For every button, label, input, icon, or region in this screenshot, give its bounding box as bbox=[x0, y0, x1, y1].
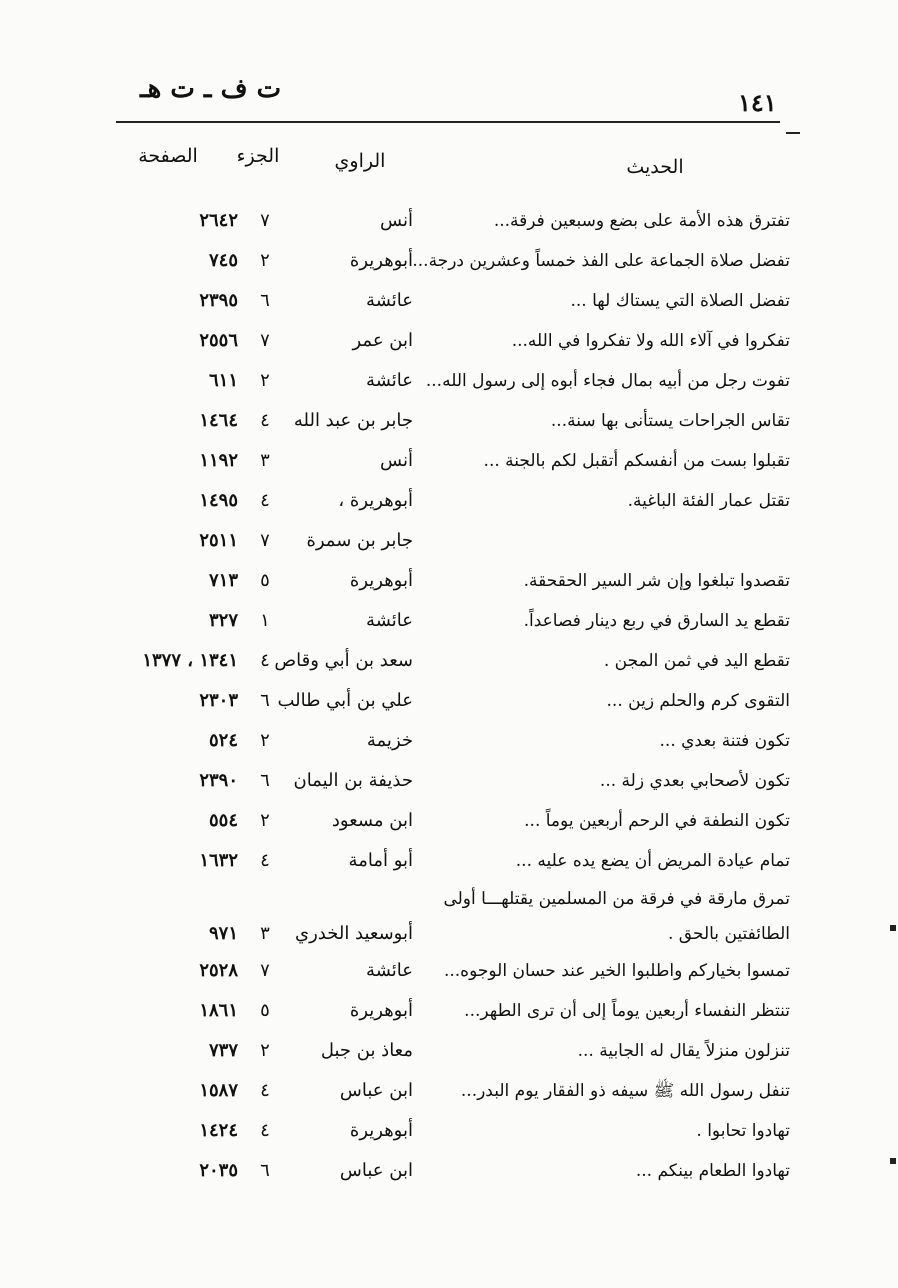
table-row bbox=[0, 683, 898, 719]
margin-mark bbox=[890, 1158, 896, 1164]
volume-number: ٦ bbox=[260, 1160, 270, 1181]
hadith-text: تقطع اليد في ثمن المجن . bbox=[603, 651, 790, 671]
hadith-text: تكون لأصحابي بعدي زلة ... bbox=[599, 771, 790, 791]
table-row bbox=[0, 443, 898, 479]
volume-number: ٤ bbox=[260, 410, 270, 431]
table-row bbox=[0, 1153, 898, 1189]
hadith-text: تقطع يد السارق في ربع دينار فصاعداً. bbox=[523, 611, 790, 631]
table-row bbox=[0, 603, 898, 639]
running-head: ت ف ـ ت هـ bbox=[140, 74, 282, 104]
narrator-name: أبوهريرة bbox=[349, 1000, 413, 1021]
narrator-name bbox=[283, 881, 413, 917]
table-row bbox=[0, 723, 898, 759]
hadith-text: تقصدوا تبلغوا وإن شر السير الحقحقة. bbox=[523, 571, 790, 591]
narrator-name: أبوهريرة bbox=[349, 250, 413, 271]
hadith-text: تقتل عمار الفئة الباغية. bbox=[627, 491, 790, 511]
narrator-name: أبوهريرة ، bbox=[338, 490, 413, 511]
volume-number: ٧ bbox=[260, 960, 270, 981]
narrator-name: ابن عباس bbox=[339, 1080, 413, 1101]
hadith-text: تقبلوا بست من أنفسكم أتقبل لكم بالجنة ... bbox=[483, 451, 790, 471]
volume-number: ٣ bbox=[260, 923, 270, 944]
hadith-text: تنزلون منزلاً يقال له الجابية ... bbox=[577, 1041, 790, 1061]
page-reference: ١٣٤١ ، ١٣٧٧ bbox=[142, 650, 238, 671]
page-number: ١٤١ bbox=[738, 88, 777, 117]
table-row bbox=[0, 993, 898, 1029]
hadith-text: التقوى كرم والحلم زين ... bbox=[606, 691, 790, 711]
column-header-page: الصفحة bbox=[138, 145, 198, 167]
page-reference: ١٤٩٥ bbox=[199, 490, 238, 511]
narrator-name: ابن مسعود bbox=[331, 810, 413, 831]
table-row bbox=[0, 1113, 898, 1149]
page-reference: ٢٥٥٦ bbox=[199, 330, 238, 351]
table-row bbox=[0, 483, 898, 519]
volume-number: ٧ bbox=[260, 210, 270, 231]
narrator-name: خزيمة bbox=[366, 730, 413, 751]
narrator-name: أنس bbox=[380, 210, 413, 231]
volume-number bbox=[240, 881, 290, 917]
volume-number: ٢ bbox=[260, 730, 270, 751]
hadith-text: تمام عيادة المريض أن يضع يده عليه ... bbox=[515, 851, 790, 871]
page-reference: ٢٥٢٨ bbox=[199, 960, 238, 981]
narrator-name: عائشة bbox=[366, 960, 413, 981]
volume-number: ٢ bbox=[260, 810, 270, 831]
narrator-name: حذيفة بن اليمان bbox=[293, 770, 413, 791]
narrator-name: أنس bbox=[380, 450, 413, 471]
page-reference: ١٤٢٤ bbox=[199, 1120, 238, 1141]
page-reference: ١١٩٢ bbox=[199, 450, 238, 471]
table-row bbox=[0, 203, 898, 239]
table-row bbox=[0, 843, 898, 879]
narrator-name: معاذ بن جبل bbox=[320, 1040, 413, 1061]
narrator-name: أبوهريرة bbox=[349, 1120, 413, 1141]
page-reference: ٢٠٣٥ bbox=[199, 1160, 238, 1181]
hadith-text: تمرق مارقة في فرقة من المسلمين يقتلهـــا أولى bbox=[443, 889, 790, 909]
narrator-name: ابن عباس bbox=[339, 1160, 413, 1181]
hadith-text bbox=[445, 523, 790, 559]
page-reference: ٧١٣ bbox=[208, 570, 238, 591]
page-reference: ٥٥٤ bbox=[208, 810, 238, 831]
hadith-text: الطائفتين بالحق . bbox=[667, 924, 790, 944]
volume-number: ٤ bbox=[260, 1080, 270, 1101]
table-row bbox=[0, 953, 898, 989]
volume-number: ٣ bbox=[260, 450, 270, 471]
page-reference bbox=[98, 881, 238, 917]
hadith-text: تنتظر النفساء أربعين يوماً إلى أن ترى الطهر... bbox=[464, 1001, 790, 1021]
page-reference: ١٨٦١ bbox=[199, 1000, 238, 1021]
narrator-name: ابن عمر bbox=[352, 330, 413, 351]
volume-number: ٦ bbox=[260, 290, 270, 311]
volume-number: ٤ bbox=[260, 850, 270, 871]
margin-mark bbox=[890, 925, 896, 931]
page-reference: ٢٥١١ bbox=[199, 530, 238, 551]
table-row bbox=[0, 1073, 898, 1109]
page-reference: ٧٤٥ bbox=[208, 250, 238, 271]
hadith-text: تفوت رجل من أبيه بمال فجاء أبوه إلى رسول الله... bbox=[425, 371, 790, 391]
column-header-juz: الجزء bbox=[236, 145, 280, 167]
hadith-text: تمسوا بخياركم واطلبوا الخير عند حسان الوجوه... bbox=[443, 961, 790, 981]
volume-number: ٦ bbox=[260, 770, 270, 791]
page-reference: ٢٦٤٢ bbox=[199, 210, 238, 231]
table-row bbox=[0, 403, 898, 439]
narrator-name: أبوهريرة bbox=[349, 570, 413, 591]
hadith-text: تفترق هذه الأمة على بضع وسبعين فرقة... bbox=[493, 211, 790, 231]
volume-number: ٥ bbox=[260, 570, 270, 591]
page-reference: ٥٢٤ bbox=[208, 730, 238, 751]
hadith-text: تفكروا في آلاء الله ولا تفكروا في الله... bbox=[511, 331, 790, 351]
page-reference: ٣٢٧ bbox=[208, 610, 238, 631]
page-reference: ١٤٦٤ bbox=[199, 410, 238, 431]
hadith-text: تهادوا تحابوا . bbox=[696, 1121, 790, 1141]
hadith-text: تقاس الجراحات يستأنى بها سنة... bbox=[550, 411, 790, 431]
column-header-hadith: الحديث bbox=[626, 156, 684, 178]
volume-number: ٢ bbox=[260, 370, 270, 391]
table-row bbox=[0, 323, 898, 359]
page-reference: ٦١١ bbox=[208, 370, 238, 391]
narrator-name: أبوسعيد الخدري bbox=[294, 923, 413, 944]
column-header-rawi: الراوي bbox=[334, 150, 386, 172]
volume-number: ٧ bbox=[260, 530, 270, 551]
volume-number: ٢ bbox=[260, 250, 270, 271]
volume-number: ١ bbox=[260, 610, 270, 631]
page-reference: ١٦٣٢ bbox=[199, 850, 238, 871]
table-row bbox=[0, 523, 898, 559]
page-reference: ٢٣٩٥ bbox=[199, 290, 238, 311]
table-row bbox=[0, 881, 898, 917]
volume-number: ٦ bbox=[260, 690, 270, 711]
hadith-text: تكون النطفة في الرحم أربعين يوماً ... bbox=[524, 811, 790, 831]
narrator-name: سعد بن أبي وقاص bbox=[274, 650, 413, 671]
volume-number: ٤ bbox=[260, 650, 270, 671]
hadith-text: تنفل رسول الله ﷺ سيفه ذو الفقار يوم البدر... bbox=[460, 1081, 790, 1101]
volume-number: ٢ bbox=[260, 1040, 270, 1061]
page-reference: ١٥٨٧ bbox=[199, 1080, 238, 1101]
volume-number: ٤ bbox=[260, 1120, 270, 1141]
page-reference: ٢٣٠٣ bbox=[199, 690, 238, 711]
volume-number: ٥ bbox=[260, 1000, 270, 1021]
hadith-text: تكون فتنة بعدي ... bbox=[659, 731, 790, 751]
volume-number: ٧ bbox=[260, 330, 270, 351]
table-row bbox=[0, 1033, 898, 1069]
page-reference: ٩٧١ bbox=[208, 923, 238, 944]
page-reference: ٢٣٩٠ bbox=[199, 770, 238, 791]
table-row bbox=[0, 363, 898, 399]
table-row bbox=[0, 243, 898, 279]
volume-number: ٤ bbox=[260, 490, 270, 511]
table-row bbox=[0, 803, 898, 839]
hadith-text: تفضل صلاة الجماعة على الفذ خمساً وعشرين درجة... bbox=[412, 251, 790, 271]
narrator-name: جابر بن سمرة bbox=[306, 530, 413, 551]
hadith-text: تهادوا الطعام بينكم ... bbox=[635, 1161, 790, 1181]
table-row bbox=[0, 643, 898, 679]
page-reference: ٧٣٧ bbox=[208, 1040, 238, 1061]
table-row bbox=[0, 283, 898, 319]
table-row bbox=[0, 763, 898, 799]
narrator-name: جابر بن عبد الله bbox=[293, 410, 413, 431]
narrator-name: علي بن أبي طالب bbox=[277, 690, 413, 711]
narrator-name: أبو أمامة bbox=[348, 850, 413, 871]
narrator-name: عائشة bbox=[366, 370, 413, 391]
narrator-name: عائشة bbox=[366, 290, 413, 311]
table-row bbox=[0, 916, 898, 952]
table-row bbox=[0, 563, 898, 599]
hadith-text: تفضل الصلاة التي يستاك لها ... bbox=[570, 291, 790, 311]
narrator-name: عائشة bbox=[366, 610, 413, 631]
